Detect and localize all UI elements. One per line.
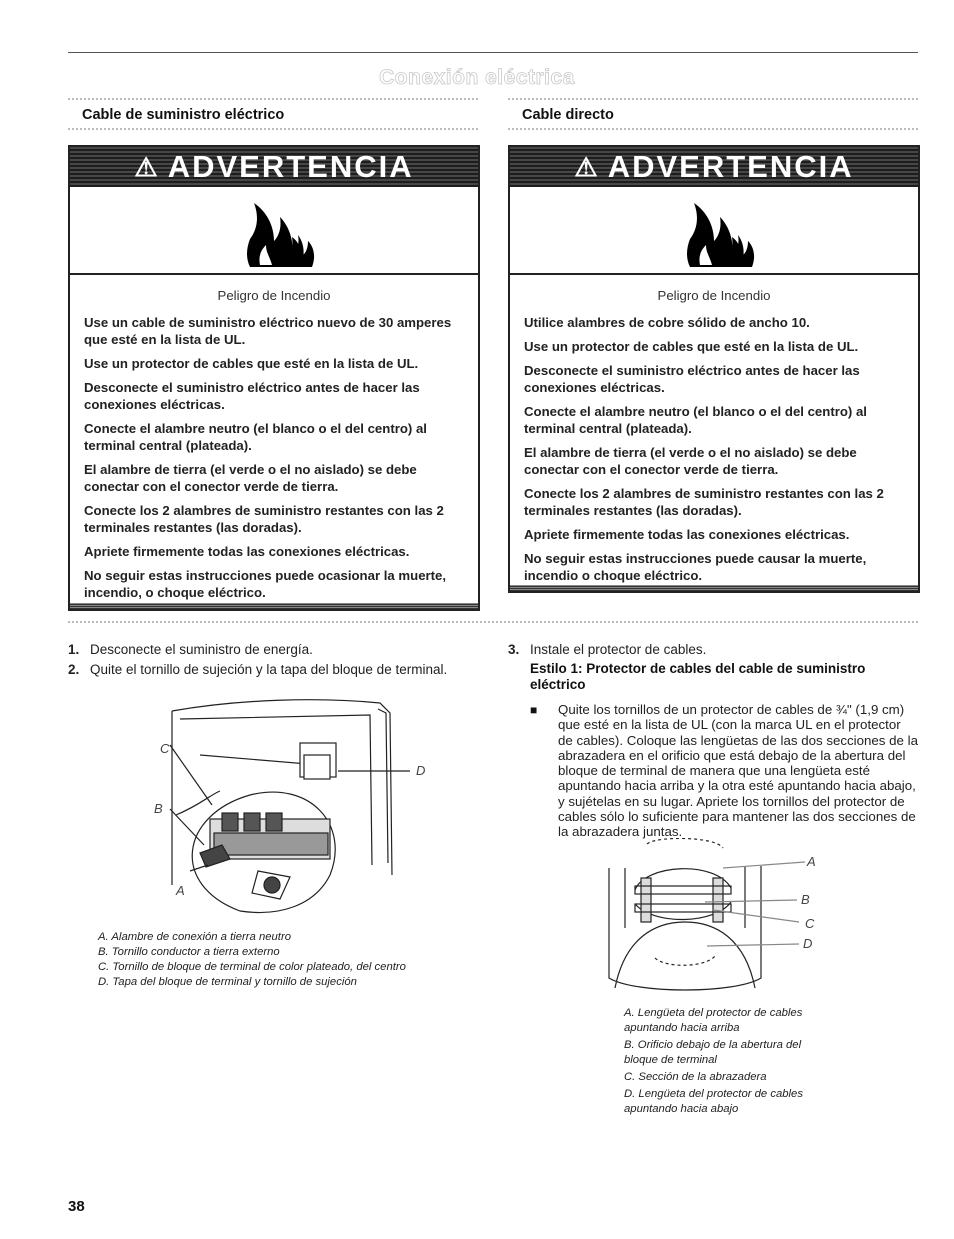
cable-clamp-figure	[595, 838, 855, 1000]
warning-item: Desconecte el suministro eléctrico antes de hacer las conexiones eléctricas.	[524, 363, 860, 395]
heading-underline-right	[508, 128, 918, 130]
step-text: Quite el tornillo de sujeción y la tapa del bloque de terminal.	[90, 662, 448, 677]
step-text: Instale el protector de cables.	[530, 642, 707, 657]
warning-item: Use un protector de cables que esté en la lista de UL.	[524, 339, 859, 354]
step-3	[508, 641, 940, 658]
heading-underline-left	[68, 128, 478, 130]
section-divider	[68, 621, 918, 623]
warning-item: No seguir estas instrucciones puede ocasionar la muerte, incendio, o choque eléctrico.	[84, 568, 447, 600]
warning-item: El alambre de tierra (el verde o el no aislado) se debe conectar con el conector verde de tierra.	[524, 445, 857, 477]
caption-line: C. Tornillo de bloque de terminal de color plateado, del centro	[98, 961, 406, 973]
step-number: 1.	[68, 642, 80, 657]
caption-line: A. Lengüeta del protector de cables apuntando hacia arriba	[624, 1007, 803, 1034]
figure-label: B	[154, 801, 163, 816]
warning-triangle-icon: ⚠	[134, 151, 160, 182]
warning-body	[524, 287, 904, 591]
heading-rule-right	[508, 98, 918, 100]
warning-item: Desconecte el suministro eléctrico antes de hacer las conexiones eléctricas.	[84, 380, 420, 412]
warning-item: No seguir estas instrucciones puede causar la muerte, incendio o choque eléctrico.	[524, 551, 867, 583]
warning-box-right	[508, 145, 920, 593]
section-title: Conexión eléctrica	[379, 66, 575, 89]
heading-rule-left	[68, 98, 478, 100]
caption-line: B. Tornillo conductor a tierra externo	[98, 946, 280, 958]
hazard-label: Peligro de Incendio	[217, 288, 331, 303]
step-1	[68, 641, 510, 658]
figure-label: A	[807, 854, 816, 869]
step-number: 2.	[68, 662, 80, 677]
caption-line: A. Alambre de conexión a tierra neutro	[98, 931, 291, 943]
figure-label: C	[805, 916, 815, 931]
page-number: 38	[68, 1198, 85, 1215]
warning-body	[84, 287, 464, 608]
warning-title: ADVERTENCIA	[167, 149, 414, 184]
warning-base-strip	[70, 603, 478, 609]
left-heading: Cable de suministro eléctrico	[82, 107, 285, 123]
warning-item: Apriete firmemente todas las conexiones eléctricas.	[84, 544, 410, 559]
fire-pictogram	[510, 187, 918, 275]
warning-item: El alambre de tierra (el verde o el no aislado) se debe conectar con el conector verde de tierra.	[84, 462, 417, 494]
figure-label: D	[416, 763, 426, 778]
caption-line: C. Sección de la abrazadera	[624, 1071, 767, 1083]
top-rule	[68, 52, 918, 53]
fire-pictogram	[70, 187, 478, 275]
bullet-item	[530, 702, 920, 840]
square-bullet-icon: ■	[530, 703, 538, 717]
warning-title: ADVERTENCIA	[607, 149, 854, 184]
warning-band	[70, 147, 478, 187]
warning-base-strip	[510, 585, 918, 591]
warning-item: Conecte el alambre neutro (el blanco o el del centro) al terminal central (plateada).	[84, 421, 427, 453]
warning-band	[510, 147, 918, 187]
step-2	[68, 661, 510, 678]
figure-label: D	[803, 936, 813, 951]
terminal-block-figure	[140, 685, 440, 925]
caption-line: B. Orificio debajo de la abertura del bloque de terminal	[624, 1039, 802, 1066]
warning-item: Conecte los 2 alambres de suministro restantes con las 2 terminales restantes (las doradas).	[524, 486, 884, 518]
hazard-label: Peligro de Incendio	[657, 288, 771, 303]
warning-triangle-icon: ⚠	[574, 151, 600, 182]
caption-line: D. Lengüeta del protector de cables apuntando hacia abajo	[624, 1088, 803, 1115]
warning-item: Apriete firmemente todas las conexiones eléctricas.	[524, 527, 850, 542]
figure-label: C	[160, 741, 170, 756]
style-heading: Estilo 1: Protector de cables del cable de suministro eléctrico	[530, 661, 866, 692]
right-heading: Cable directo	[522, 107, 614, 123]
warning-item: Use un protector de cables que esté en la lista de UL.	[84, 356, 419, 371]
step-number: 3.	[508, 642, 520, 657]
warning-item: Use un cable de suministro eléctrico nuevo de 30 amperes que esté en la lista de UL.	[84, 315, 452, 347]
figure-captions-right	[624, 1006, 834, 1117]
caption-line: D. Tapa del bloque de terminal y tornillo de sujeción	[98, 976, 357, 988]
figure-captions-left	[98, 930, 478, 990]
figure-label: A	[176, 883, 185, 898]
figure-label: B	[801, 892, 810, 907]
warning-box-left	[68, 145, 480, 611]
warning-item: Conecte los 2 alambres de suministro restantes con las 2 terminales restantes (las doradas).	[84, 503, 444, 535]
warning-item: Utilice alambres de cobre sólido de ancho 10.	[524, 315, 810, 330]
fire-icon	[247, 203, 314, 267]
bullet-text: Quite los tornillos de un protector de cables de ¾" (1,9 cm) que esté en la lista de UL (con la marca UL en el protector de cables). Coloque las lengüetas de las dos secciones de la abrazadera en el orificio que está debajo de la abertura del bloque de terminal de manera que una lengüeta esté apuntando hacia arriba y la otra esté apuntando hacia abajo, y sujételas en su lugar. Apriete los tornillos del protector de cables sólo lo suficiente para mantener las dos secciones de la abrazadera juntas.	[558, 702, 918, 840]
fire-icon	[687, 203, 754, 267]
warning-item: Conecte el alambre neutro (el blanco o el del centro) al terminal central (plateada).	[524, 404, 867, 436]
step-text: Desconecte el suministro de energía.	[90, 642, 313, 657]
